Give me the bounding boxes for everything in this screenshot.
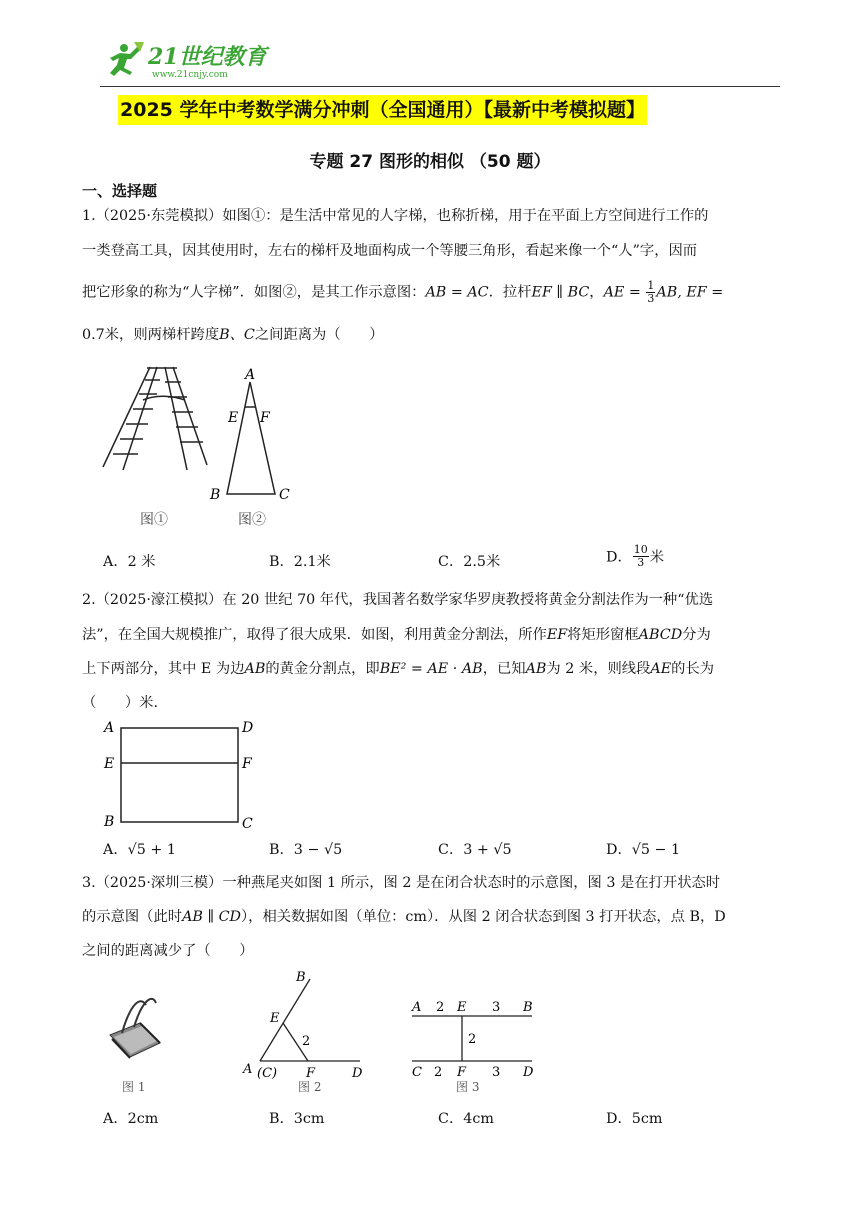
section-heading: 一、选择题 — [82, 182, 158, 200]
q1-option-c[interactable]: C．2.5米 — [438, 554, 501, 570]
q1-line4: 0.7米，则两梯杆跨度B、C之间距离为（ ） — [82, 327, 384, 343]
q3-option-d[interactable]: D．5cm — [606, 1111, 663, 1127]
site-logo — [100, 40, 270, 82]
svg-text:B: B — [523, 1000, 533, 1015]
q2-line2: 法”，在全国大规模推广，取得了很大成果．如图，利用黄金分割法，所作EF将矩形窗框ABCD分为 — [82, 627, 711, 643]
q1-option-a[interactable]: A．2 米 — [103, 554, 156, 570]
svg-text:E: E — [104, 756, 115, 772]
svg-text:E: E — [270, 1011, 280, 1026]
q2-option-b[interactable]: B．3 − √5 — [269, 842, 343, 858]
ladder-drawing — [103, 367, 207, 470]
svg-text:F: F — [457, 1065, 467, 1080]
svg-text:E: E — [457, 1000, 467, 1015]
svg-text:2: 2 — [436, 1000, 445, 1015]
svg-text:2: 2 — [468, 1032, 477, 1047]
svg-text:C: C — [279, 487, 290, 503]
q3-option-c[interactable]: C．4cm — [438, 1111, 494, 1127]
svg-text:A: A — [104, 720, 115, 736]
q1-figure-ladder — [95, 362, 325, 536]
q1-fig1-caption: 图① — [140, 512, 168, 528]
q1-line2: 一类登高工具，因其使用时，左右的梯杆及地面构成一个等腰三角形，看起来像一个“人”字，因而 — [82, 243, 698, 259]
q1-option-d[interactable]: D． $\frac{10}{3}$ 米 — [606, 543, 665, 569]
svg-text:D: D — [523, 1065, 534, 1080]
q1-line1: 1.（2025·东莞模拟）如图①：是生活中常见的人字梯，也称折梯，用于在平面上方空间进行工作的 — [82, 208, 709, 224]
q2-line4: （ ）米． — [82, 695, 168, 711]
q3-fig1-caption: 图 1 — [122, 1080, 146, 1094]
ladder-schematic — [227, 382, 275, 494]
svg-text:A: A — [245, 367, 256, 383]
q1-line3: 把它形象的称为“人字梯”．如图②，是其工作示意图：AB = AC．拉杆EF ∥ BC，AE = $\frac{1}{3}$ AB, EF = — [82, 279, 724, 305]
q3-line3: 之间的距离减少了（ ） — [82, 943, 254, 959]
svg-text:C: C — [412, 1065, 422, 1080]
q3-option-a[interactable]: A．2cm — [103, 1111, 159, 1127]
svg-text:3: 3 — [492, 1065, 501, 1080]
svg-text:2: 2 — [302, 1034, 311, 1049]
q3-option-b[interactable]: B．3cm — [269, 1111, 325, 1127]
svg-text:C: C — [242, 816, 253, 832]
q1-fraction: $\frac{1}{3}$ — [647, 279, 655, 305]
svg-text:D: D — [352, 1066, 363, 1081]
q2-option-d[interactable]: D．√5 − 1 — [606, 842, 681, 858]
q3-line1: 3.（2025·深圳三模）一种燕尾夹如图 1 所示，图 2 是在闭合状态时的示意图，图 3 是在打开状态时 — [82, 875, 721, 891]
q1-option-b[interactable]: B．2.1米 — [269, 554, 331, 570]
runner-icon — [110, 42, 144, 76]
svg-text:B: B — [104, 814, 115, 830]
q2-line1: 2.（2025·濠江模拟）在 20 世纪 70 年代，我国著名数学家华罗庚教授将黄金分割法作为一种“优选 — [82, 592, 714, 608]
svg-text:F: F — [242, 756, 252, 772]
q3-fig2-caption: 图 2 — [298, 1080, 322, 1094]
q2-option-a[interactable]: A．√5 + 1 — [103, 842, 176, 858]
svg-text:B: B — [210, 487, 221, 503]
q2-figure-rectangle — [100, 715, 265, 839]
q1-fig2-caption: 图② — [238, 512, 266, 528]
logo-text: 21世纪教育 — [148, 44, 267, 70]
svg-text:(C): (C) — [257, 1066, 278, 1081]
header-rule — [100, 86, 780, 87]
svg-text:B: B — [296, 970, 306, 985]
svg-text:2: 2 — [434, 1065, 443, 1080]
binder-clip-picture — [110, 999, 160, 1058]
topic-subtitle: 专题 27 图形的相似 （50 题） — [309, 152, 551, 172]
svg-text:F: F — [260, 410, 270, 426]
svg-text:3: 3 — [492, 1000, 501, 1015]
svg-text:D: D — [242, 720, 254, 736]
q3-fig3-caption: 图 3 — [456, 1080, 480, 1094]
logo-url: www.21cnjy.com — [152, 70, 228, 80]
svg-text:E: E — [228, 410, 239, 426]
q3-line2: 的示意图（此时AB ∥ CD），相关数据如图（单位：cm）．从图 2 闭合状态到图 3 打开状态，点 B，D — [82, 909, 726, 925]
q3-figures — [100, 965, 550, 1104]
q2-option-c[interactable]: C．3 + √5 — [438, 842, 512, 858]
page-title: 2025 学年中考数学满分冲刺（全国通用）【最新中考模拟题】 — [118, 95, 647, 125]
q2-line3: 上下两部分，其中 E 为边AB的黄金分割点，即BE² = AE · AB，已知AB为 2 米，则线段AE的长为 — [82, 661, 715, 677]
svg-text:F: F — [306, 1066, 316, 1081]
svg-text:A: A — [243, 1062, 253, 1077]
svg-text:A: A — [412, 1000, 422, 1015]
